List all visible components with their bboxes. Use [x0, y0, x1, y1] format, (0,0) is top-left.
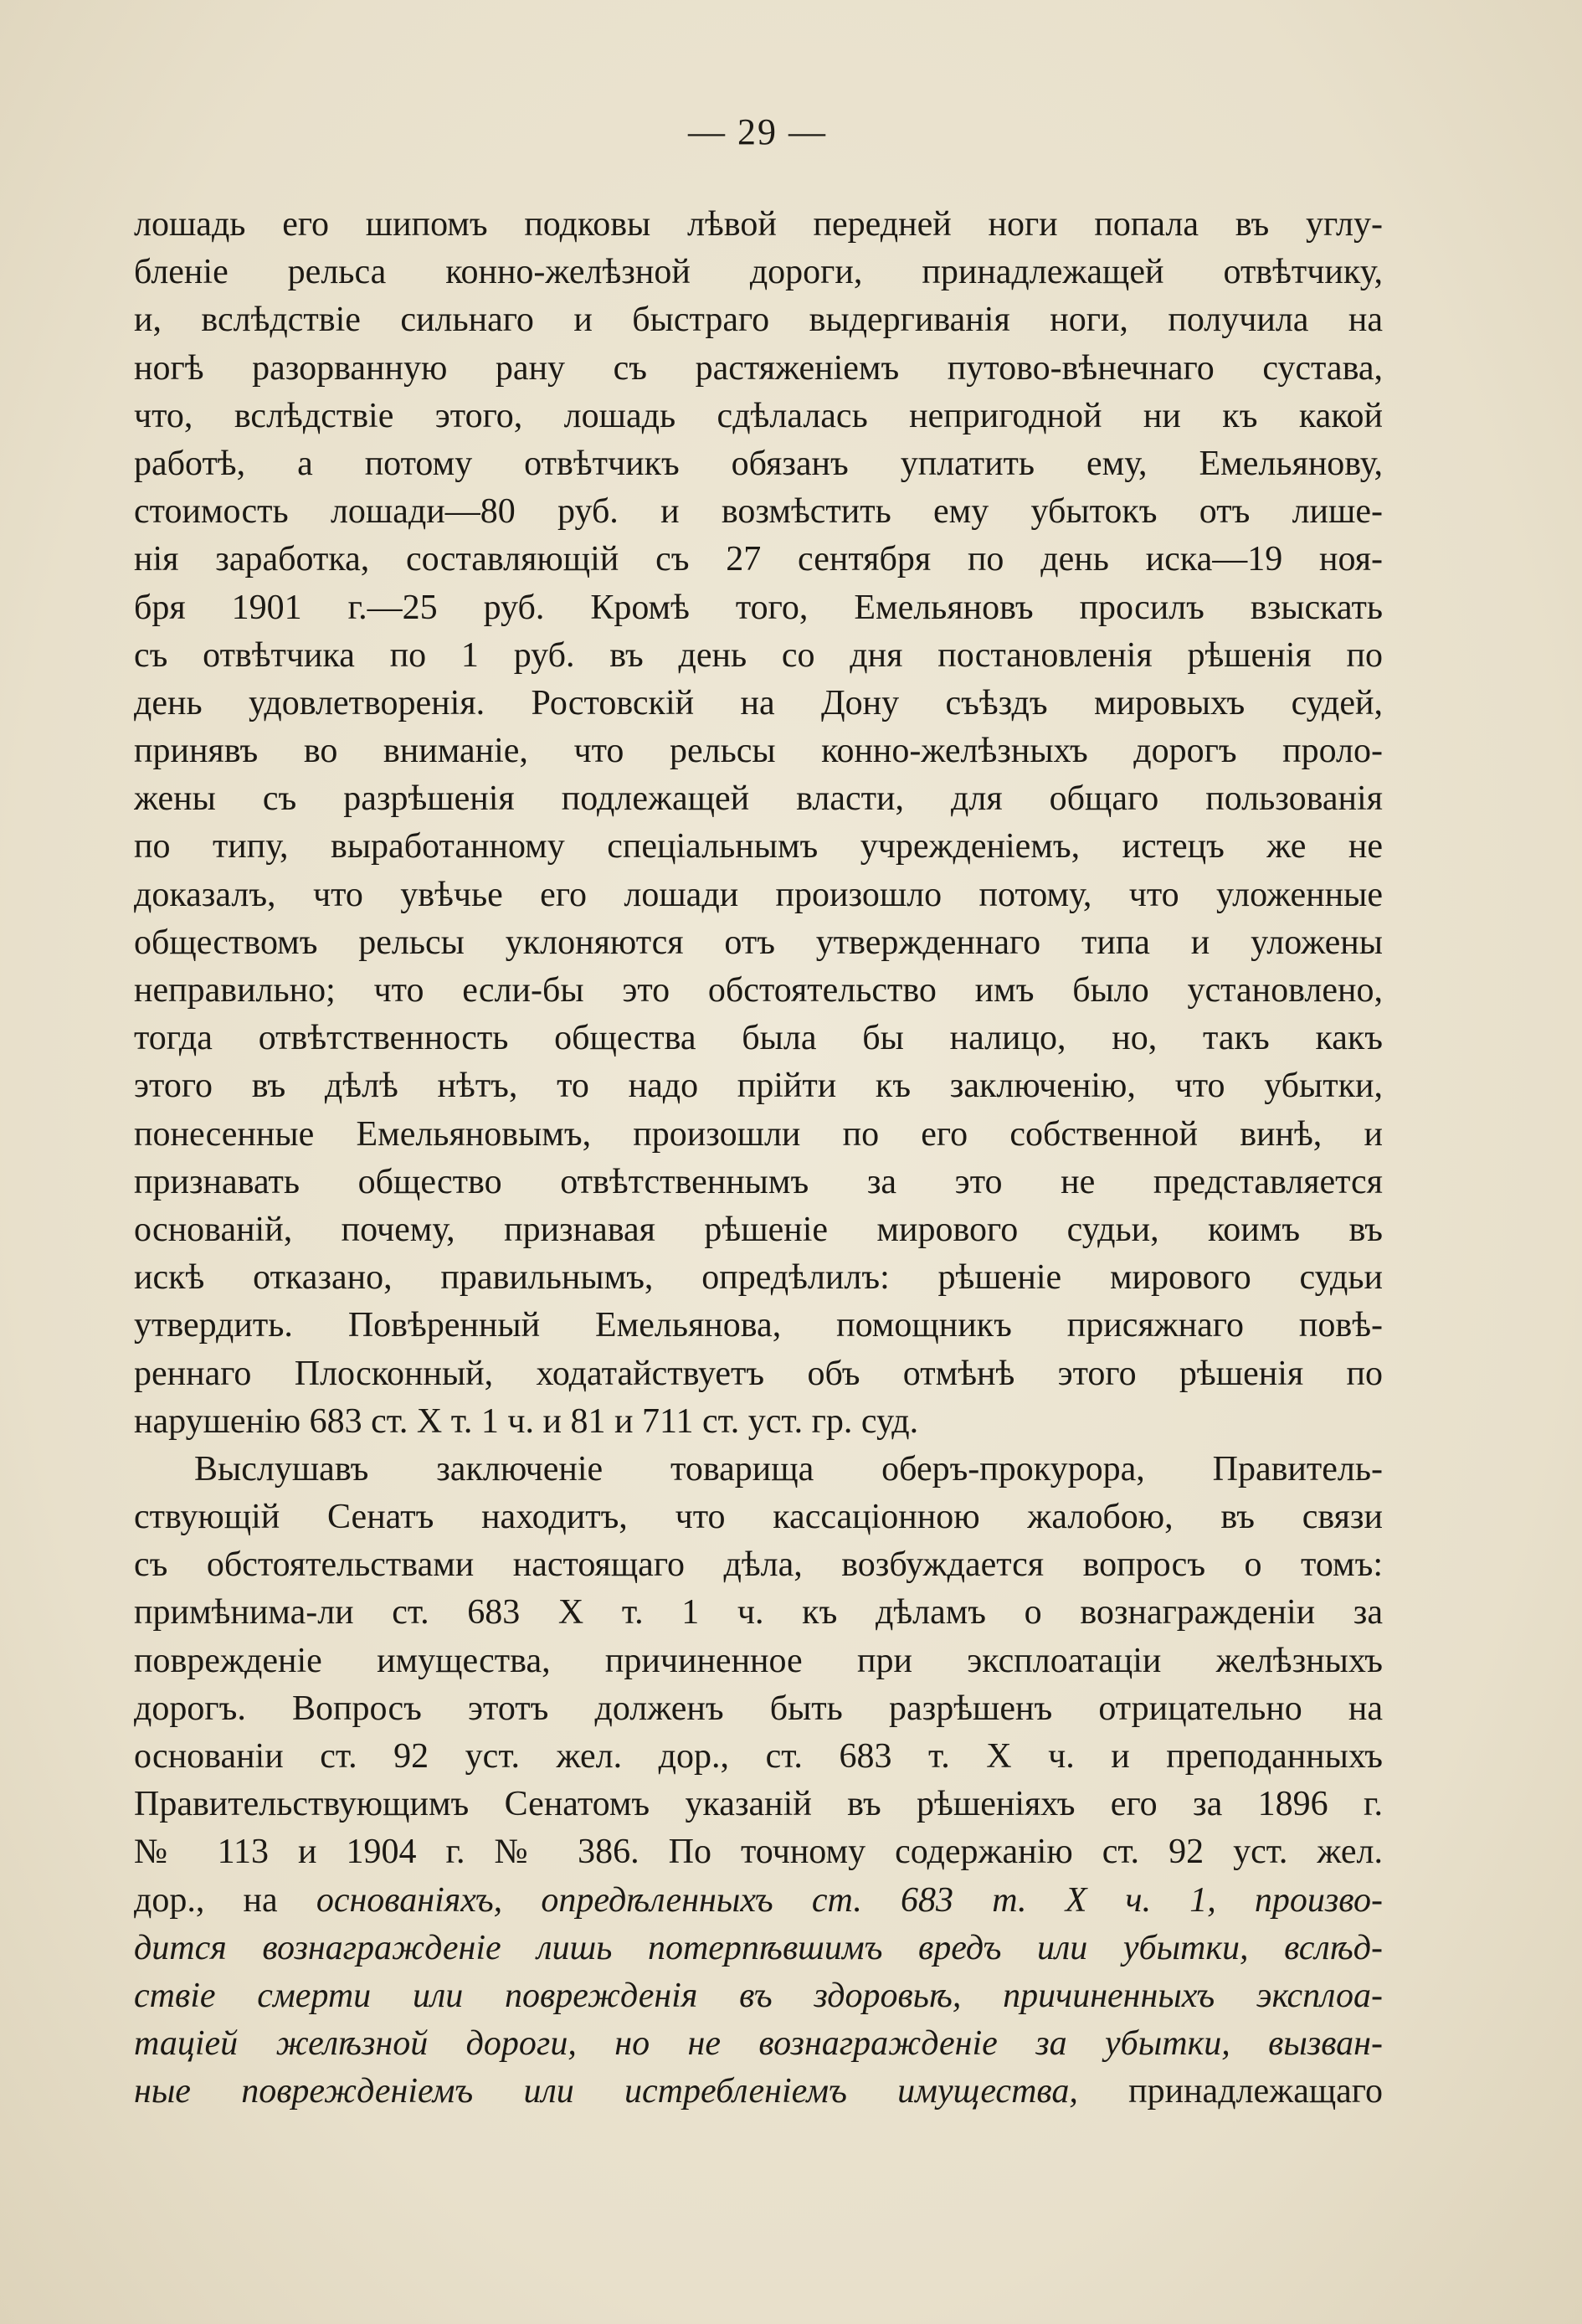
- text-line: этого въ дѣлѣ нѣтъ, то надо прійти къ заключенію, что убытки,: [134, 1067, 1383, 1106]
- text-line: признавать общество отвѣтственнымъ за это не представляется: [134, 1162, 1383, 1201]
- text-line: съ отвѣтчика по 1 руб. въ день со дня постановленія рѣшенія по: [134, 635, 1383, 675]
- text-line: неправильно; что если-бы это обстоятельство имъ было установлено,: [134, 971, 1383, 1010]
- page-number: — 29 —: [688, 111, 827, 152]
- text-line: искѣ отказано, правильнымъ, опредѣлилъ: рѣшеніе мирового судьи: [134, 1258, 1383, 1298]
- text-line: Выслушавъ заключеніе товарища оберъ-прокурора, Правитель-: [194, 1449, 1383, 1488]
- text-line: доказалъ, что увѣчье его лошади произошло потому, что уложенные: [134, 875, 1383, 914]
- italic-text-line: таціей желѣзной дороги, но не вознагражденіе за убытки, вызван-: [134, 2024, 1383, 2064]
- text-line: стоимость лошади—80 руб. и возмѣстить ему убытокъ отъ лише-: [134, 492, 1383, 532]
- text-line: понесенные Емельяновымъ, произошли по его собственной винѣ, и: [134, 1114, 1383, 1154]
- text-line: принявъ во вниманіе, что рельсы конно-желѣзныхъ дорогъ проло-: [134, 732, 1383, 771]
- text-line: что, вслѣдствіе этого, лошадь сдѣлалась непригодной ни къ какой: [134, 396, 1383, 435]
- text-line: обществомъ рельсы уклоняются отъ утвержденнаго типа и уложены: [134, 923, 1383, 962]
- text-line: жены съ разрѣшенія подлежащей власти, для общаго пользованія: [134, 779, 1383, 819]
- text-line: основаніи ст. 92 уст. жел. дор., ст. 683 т. X ч. и преподанныхъ: [134, 1737, 1383, 1776]
- text-line: № 113 и 1904 г. № 386. По точному содержанію ст. 92 уст. жел.: [134, 1833, 1383, 1872]
- text-line: ногѣ разорванную рану съ растяженіемъ путово-вѣнечнаго сустава,: [134, 348, 1383, 388]
- italic-text-line: дится вознагражденіе лишь потерпѣвшимъ вредъ или убытки, вслѣд-: [134, 1928, 1383, 1967]
- text-line: работѣ, а потому отвѣтчикъ обязанъ уплатить ему, Емельянову,: [134, 444, 1383, 483]
- text-line: нарушенію 683 ст. X т. 1 ч. и 81 и 711 ст. уст. гр. суд.: [134, 1401, 919, 1441]
- text-line: бря 1901 г.—25 руб. Кромѣ того, Емельяновъ просилъ взыскать: [134, 588, 1383, 627]
- text-line-mixed: [134, 1877, 1383, 1925]
- text-line: утвердить. Повѣренный Емельянова, помощникъ присяжнаго повѣ-: [134, 1306, 1383, 1345]
- text-line: и, вслѣдствіе сильнаго и быстраго выдергиванія ноги, получила на: [134, 301, 1383, 340]
- text-line: по типу, выработанному спеціальнымъ учрежденіемъ, истецъ же не: [134, 827, 1383, 866]
- body-text: [134, 201, 1383, 2116]
- text-line: Правительствующимъ Сенатомъ указаній въ рѣшеніяхъ его за 1896 г.: [134, 1785, 1383, 1824]
- text-line: ствующій Сенатъ находитъ, что кассаціонною жалобою, въ связи: [134, 1498, 1383, 1537]
- text-run: дор., на: [134, 1880, 316, 1920]
- paragraph-1: [134, 201, 1383, 1446]
- italic-text-run: основаніяхъ, опредѣленныхъ ст. 683 т. X ч. 1, произво-: [316, 1880, 1383, 1920]
- text-line: лошадь его шипомъ подковы лѣвой передней ноги попала въ углу-: [134, 205, 1383, 244]
- text-line: день удовлетворенія. Ростовскій на Дону съѣздъ мировыхъ судей,: [134, 683, 1383, 722]
- text-line: нія заработка, составляющій съ 27 сентября по день иска—19 ноя-: [134, 540, 1383, 579]
- paragraph-2: [134, 1446, 1383, 2116]
- text-run: принадлежащаго: [1077, 2072, 1383, 2111]
- text-line: дорогъ. Вопросъ этотъ долженъ быть разрѣшенъ отрицательно на: [134, 1689, 1383, 1728]
- text-line: тогда отвѣтственность общества была бы налицо, но, такъ какъ: [134, 1019, 1383, 1058]
- text-line: съ обстоятельствами настоящаго дѣла, возбуждается вопросъ о томъ:: [134, 1545, 1383, 1585]
- text-line-mixed: [134, 2068, 1383, 2116]
- italic-text-run: ные поврежденіемъ или истребленіемъ имущества,: [134, 2072, 1078, 2111]
- italic-text-line: ствіе смерти или поврежденія въ здоровьѣ, причиненныхъ эксплоа-: [134, 1976, 1383, 2015]
- text-line: основаній, почему, признавая рѣшеніе мирового судьи, коимъ въ: [134, 1210, 1383, 1249]
- text-line: примѣнима-ли ст. 683 X т. 1 ч. къ дѣламъ о вознагражденіи за: [134, 1593, 1383, 1632]
- text-line: поврежденіе имущества, причиненное при эксплоатаціи желѣзныхъ: [134, 1641, 1383, 1680]
- text-line: реннаго Плосконный, ходатайствуетъ объ отмѣнѣ этого рѣшенія по: [134, 1354, 1383, 1393]
- text-line: бленіе рельса конно-желѣзной дороги, принадлежащей отвѣтчику,: [134, 253, 1383, 292]
